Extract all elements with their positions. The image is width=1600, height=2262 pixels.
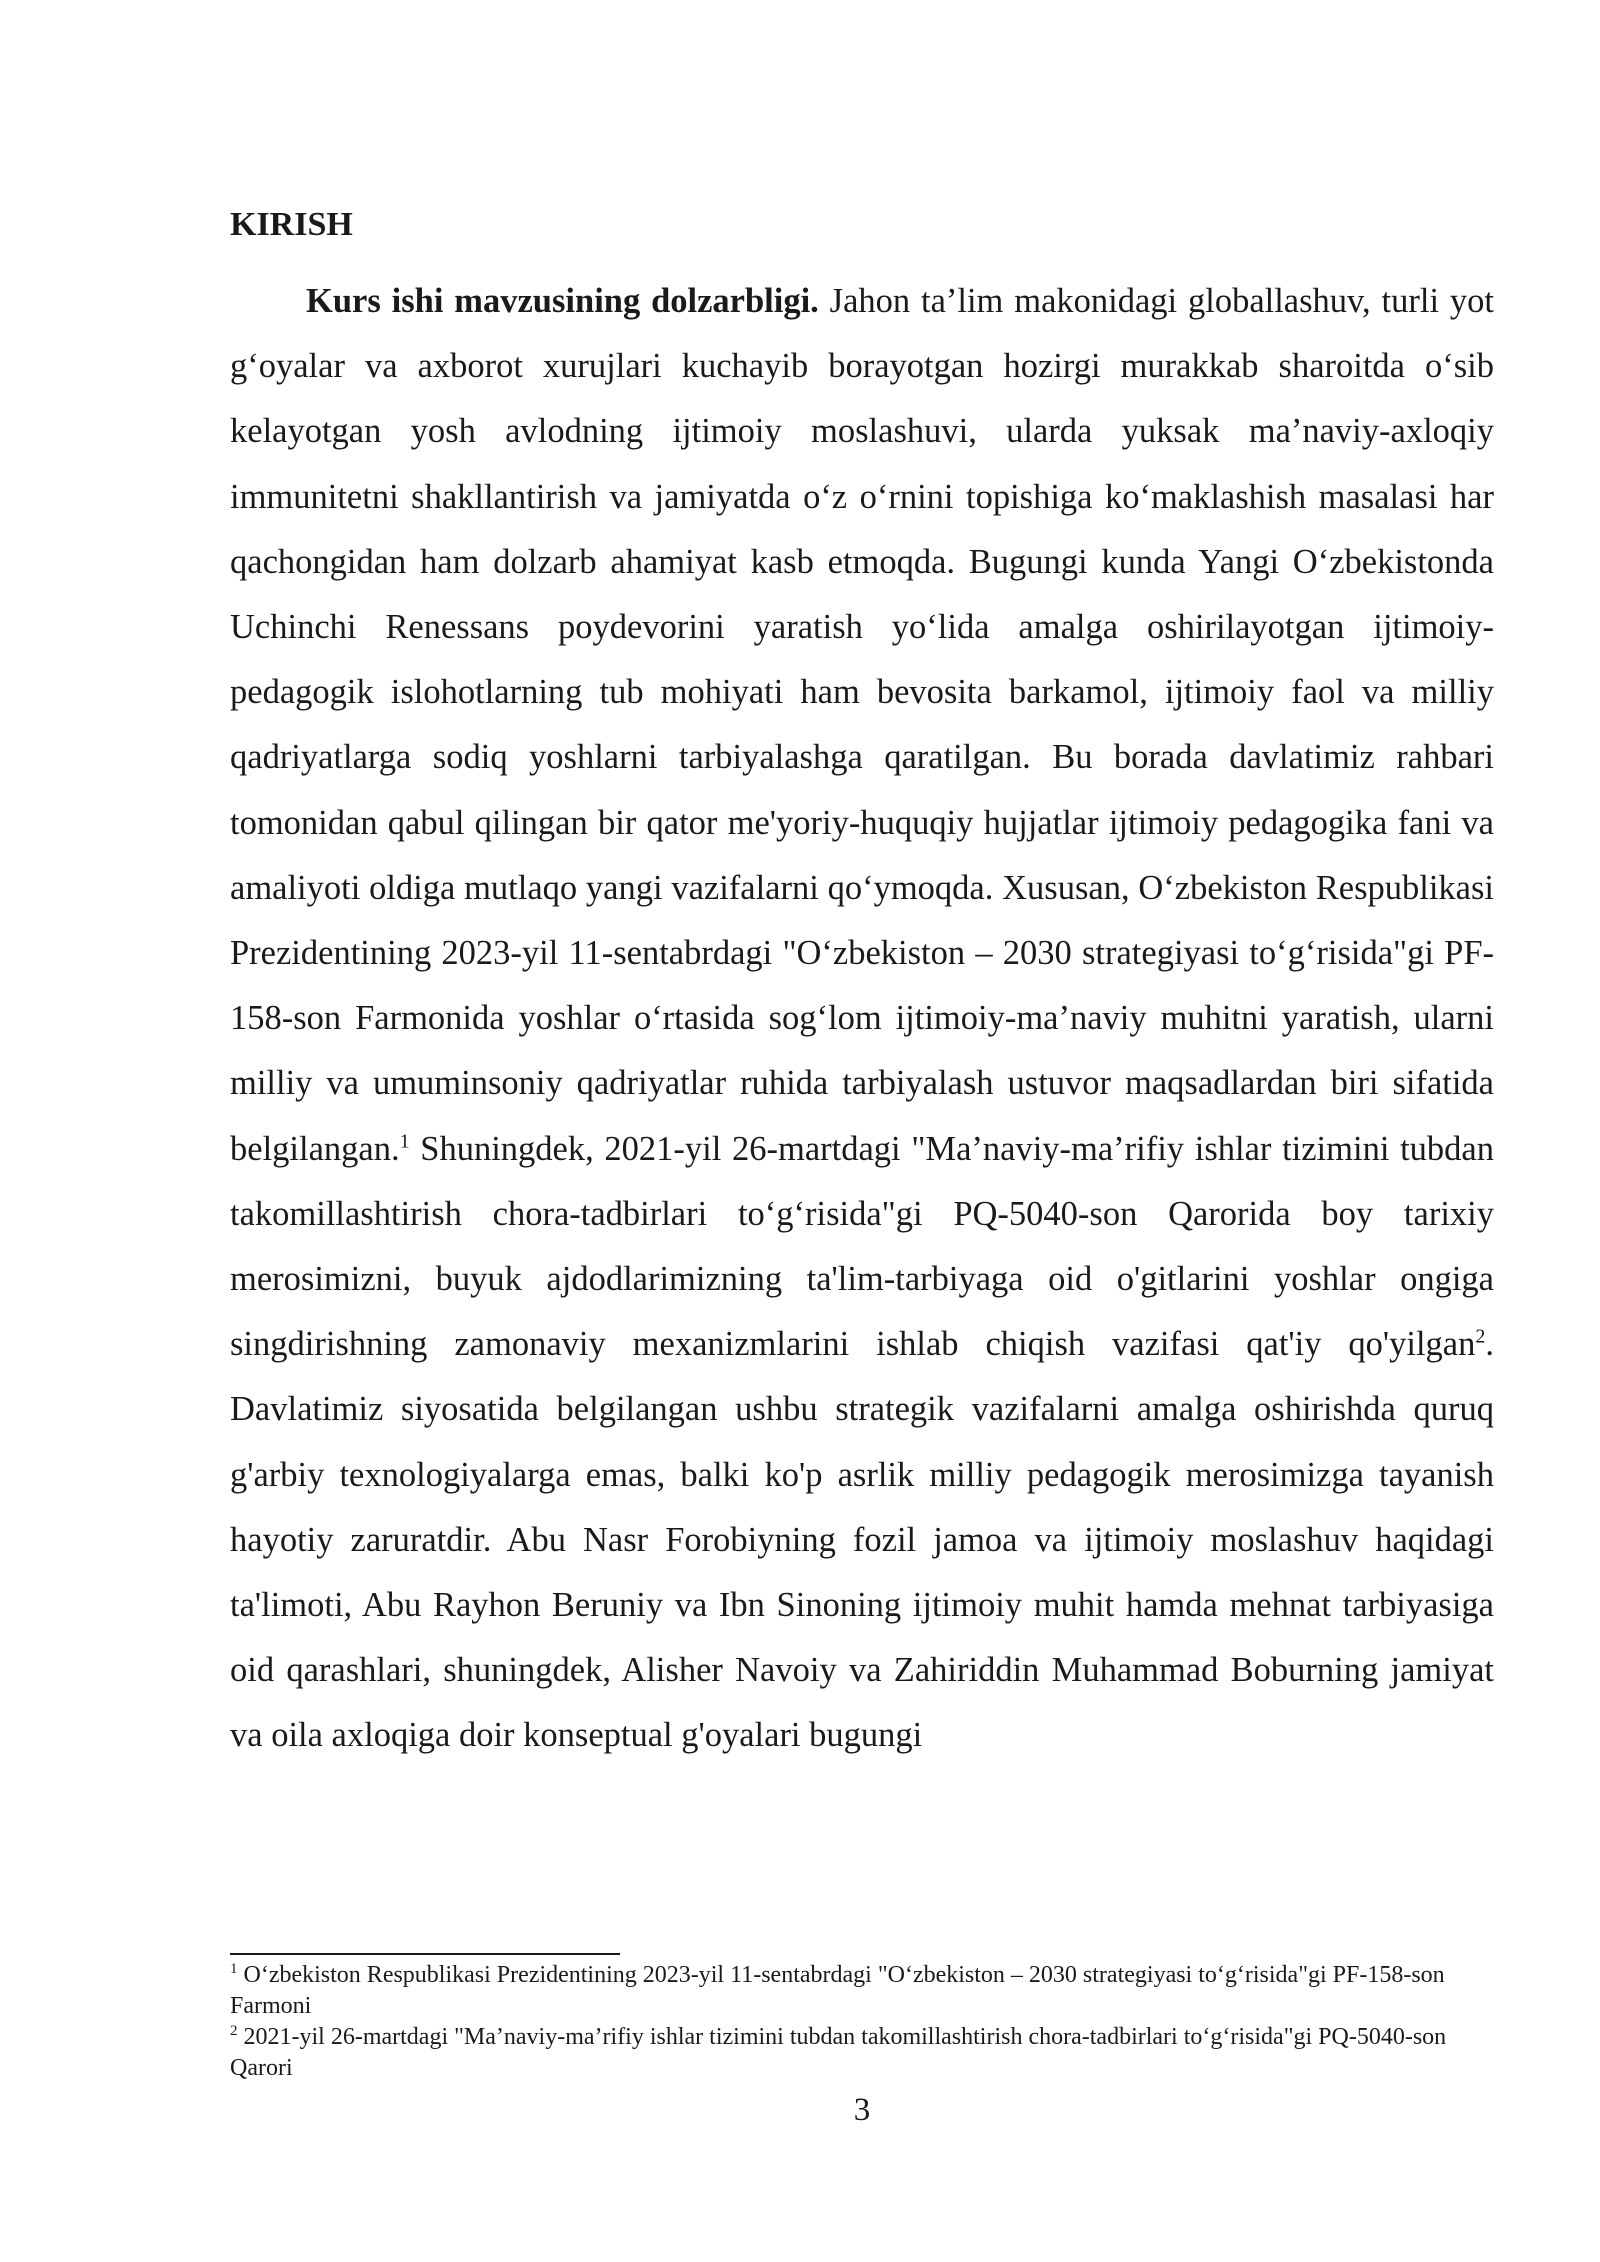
footnote-marker-2: 2 <box>230 2023 238 2039</box>
footnote-1 <box>230 1960 1494 2022</box>
footnote-text-2: 2021-yil 26-martdagi "Ma’naviy-ma’rifiy ishlar tizimini tubdan takomillashtirish chora-tadbirlari to‘g‘risida"gi PQ-5040-son Qarori <box>230 2024 1447 2081</box>
footnote-marker-1: 1 <box>230 1961 238 1977</box>
section-heading: KIRISH <box>230 206 353 243</box>
footnote-separator <box>230 1953 620 1955</box>
footnote-reference-2[interactable]: 2 <box>1475 1325 1486 1348</box>
page-content <box>230 205 1494 1769</box>
paragraph-lead: Kurs ishi mavzusining dolzarbligi. <box>306 282 819 320</box>
footnote-2 <box>230 2022 1494 2084</box>
footnotes <box>230 1960 1494 2084</box>
page-number: 3 <box>853 2092 871 2128</box>
paragraph-text-2: Shuningdek, 2021-yil 26-martdagi "Ma’naviy-ma’rifiy ishlar tizimini tubdan takomillashtirish chora-tadbirlari to‘g‘risida"gi PQ-5040-son Qarorida boy tarixiy merosimizni, buyuk ajdodlarimizning ta'lim-tarbiyaga oid o'gitlarini yoshlar ongiga singdirishning zamonaviy mexanizmlarini ishlab chiqish vazifasi qat'iy qo'yilgan <box>230 1129 1494 1364</box>
footnote-text-1: O‘zbekiston Respublikasi Prezidentining 2023-yil 11-sentabrdagi "O‘zbekiston – 2030 strategiyasi to‘g‘risida"gi PF-158-son Farmoni <box>230 1962 1445 2019</box>
body-paragraph <box>230 269 1494 1769</box>
footnote-reference-1[interactable]: 1 <box>399 1130 410 1153</box>
paragraph-text-3: . Davlatimiz siyosatida belgilangan ushbu strategik vazifalarni amalga oshirishda quruq g'arbiy texnologiyalarga emas, balki ko'p asrlik milliy pedagogik merosimizga tayanish hayotiy zaruratdir. Abu Nasr Forobiyning fozil jamoa va ijtimoiy moslashuv haqidagi ta'limoti, Abu Rayhon Beruniy va Ibn Sinoning ijtimoiy muhit hamda mehnat tarbiyasiga oid qarashlari, shuningdek, Alisher Navoiy va Zahiriddin Muhammad Boburning jamiyat va oila axloqiga doir konseptual g'oyalari bugungi <box>230 1325 1494 1755</box>
paragraph-text-1: Jahon ta’lim makonidagi globallashuv, turli yot g‘oyalar va axborot xurujlari kuchayib borayotgan hozirgi murakkab sharoitda o‘sib kelayotgan yosh avlodning ijtimoiy moslashuvi, ularda yuksak ma’naviy-axloqiy immunitetni shakllantirish va jamiyatda o‘z o‘rnini topishiga ko‘maklashish masalasi har qachongidan ham dolzarb ahamiyat kasb etmoqda. Bugungi kunda Yangi O‘zbekistonda Uchinchi Renessans poydevorini yaratish yo‘lida amalga oshirilayotgan ijtimoiy-pedagogik islohotlarning tub mohiyati ham bevosita barkamol, ijtimoiy faol va milliy qadriyatlarga sodiq yoshlarni tarbiyalashga qaratilgan. Bu borada davlatimiz rahbari tomonidan qabul qilingan bir qator me'yoriy-huquqiy hujjatlar ijtimoiy pedagogika fani va amaliyoti oldiga mutlaqo yangi vazifalarni qo‘ymoqda. Xususan, O‘zbekiston Respublikasi Prezidentining 2023-yil 11-sentabrdagi "O‘zbekiston – 2030 strategiyasi to‘g‘risida"gi PF-158-son Farmonida yoshlar o‘rtasida sog‘lom ijtimoiy-ma’naviy muhitni yaratish, ularni milliy va umuminsoniy qadriyatlar ruhida tarbiyalash ustuvor maqsadlardan biri sifatida belgilangan. <box>230 282 1494 1168</box>
